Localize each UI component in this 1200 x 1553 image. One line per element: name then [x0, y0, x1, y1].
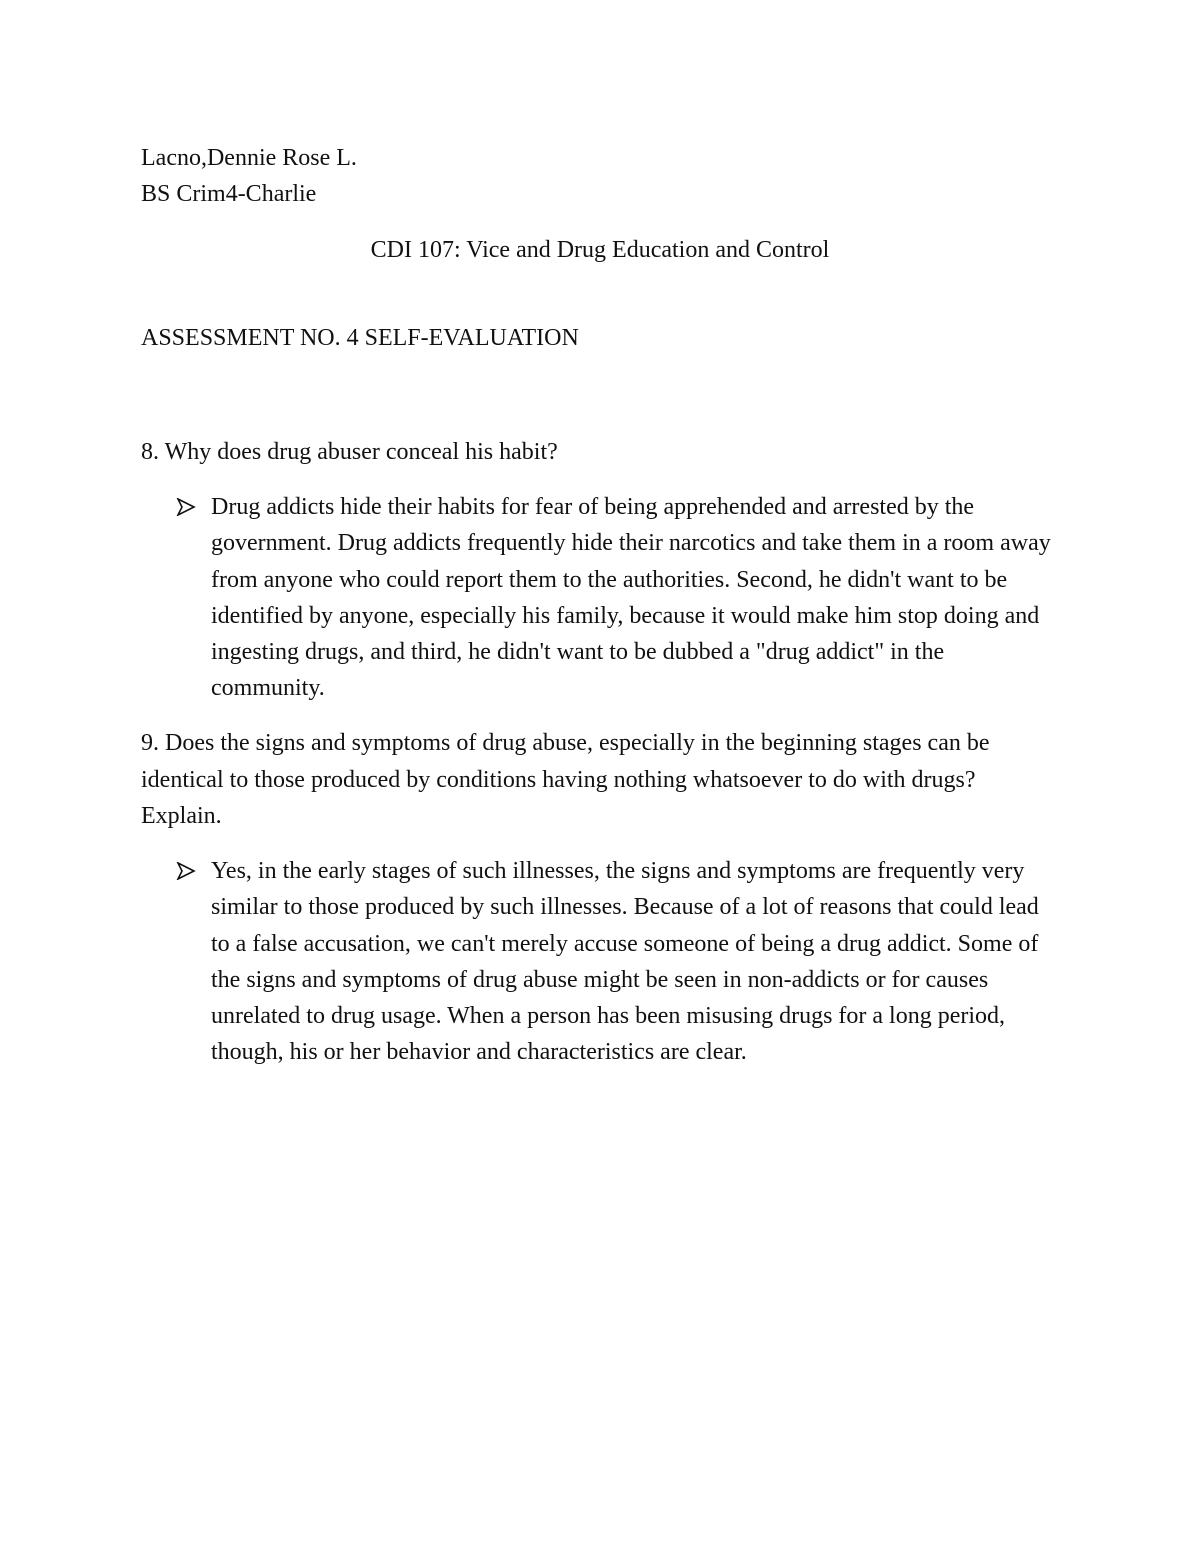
- question-8: 8. Why does drug abuser conceal his habit?: [141, 439, 558, 465]
- assessment-title: ASSESSMENT NO. 4 SELF-EVALUATION: [141, 325, 579, 351]
- student-name: Lacno,Dennie Rose L.: [141, 145, 357, 171]
- answer-8: Drug addicts hide their habits for fear of being apprehended and arrested by the government. Drug addicts frequently hide their narcotics and take them in a room away from anyone who could report them to the authorities. Second, he didn't want to be identified by anyone, especially his family, because it would make him stop doing and ingesting drugs, and third, he didn't want to be dubbed a "drug addict" in the community.: [211, 494, 1051, 702]
- student-section: BS Crim4-Charlie: [141, 181, 317, 207]
- arrowhead-bullet-icon: [176, 489, 200, 525]
- answer-9: Yes, in the early stages of such illnesses, the signs and symptoms are frequently very similar to those produced by such illnesses. Because of a lot of reasons that could lead to a false accusation, we can't merely accuse someone of being a drug addict. Some of the signs and symptoms of drug abuse might be seen in non-addicts or for causes unrelated to drug usage. When a person has been misusing drugs for a long period, though, his or her behavior and characteristics are clear.: [211, 858, 1039, 1066]
- course-title: CDI 107: Vice and Drug Education and Control: [370, 237, 830, 263]
- question-9: 9. Does the signs and symptoms of drug abuse, especially in the beginning stages can be identical to those produced by conditions having nothing whatsoever to do with drugs? Explain.: [141, 730, 990, 829]
- arrowhead-bullet-icon: [176, 853, 200, 889]
